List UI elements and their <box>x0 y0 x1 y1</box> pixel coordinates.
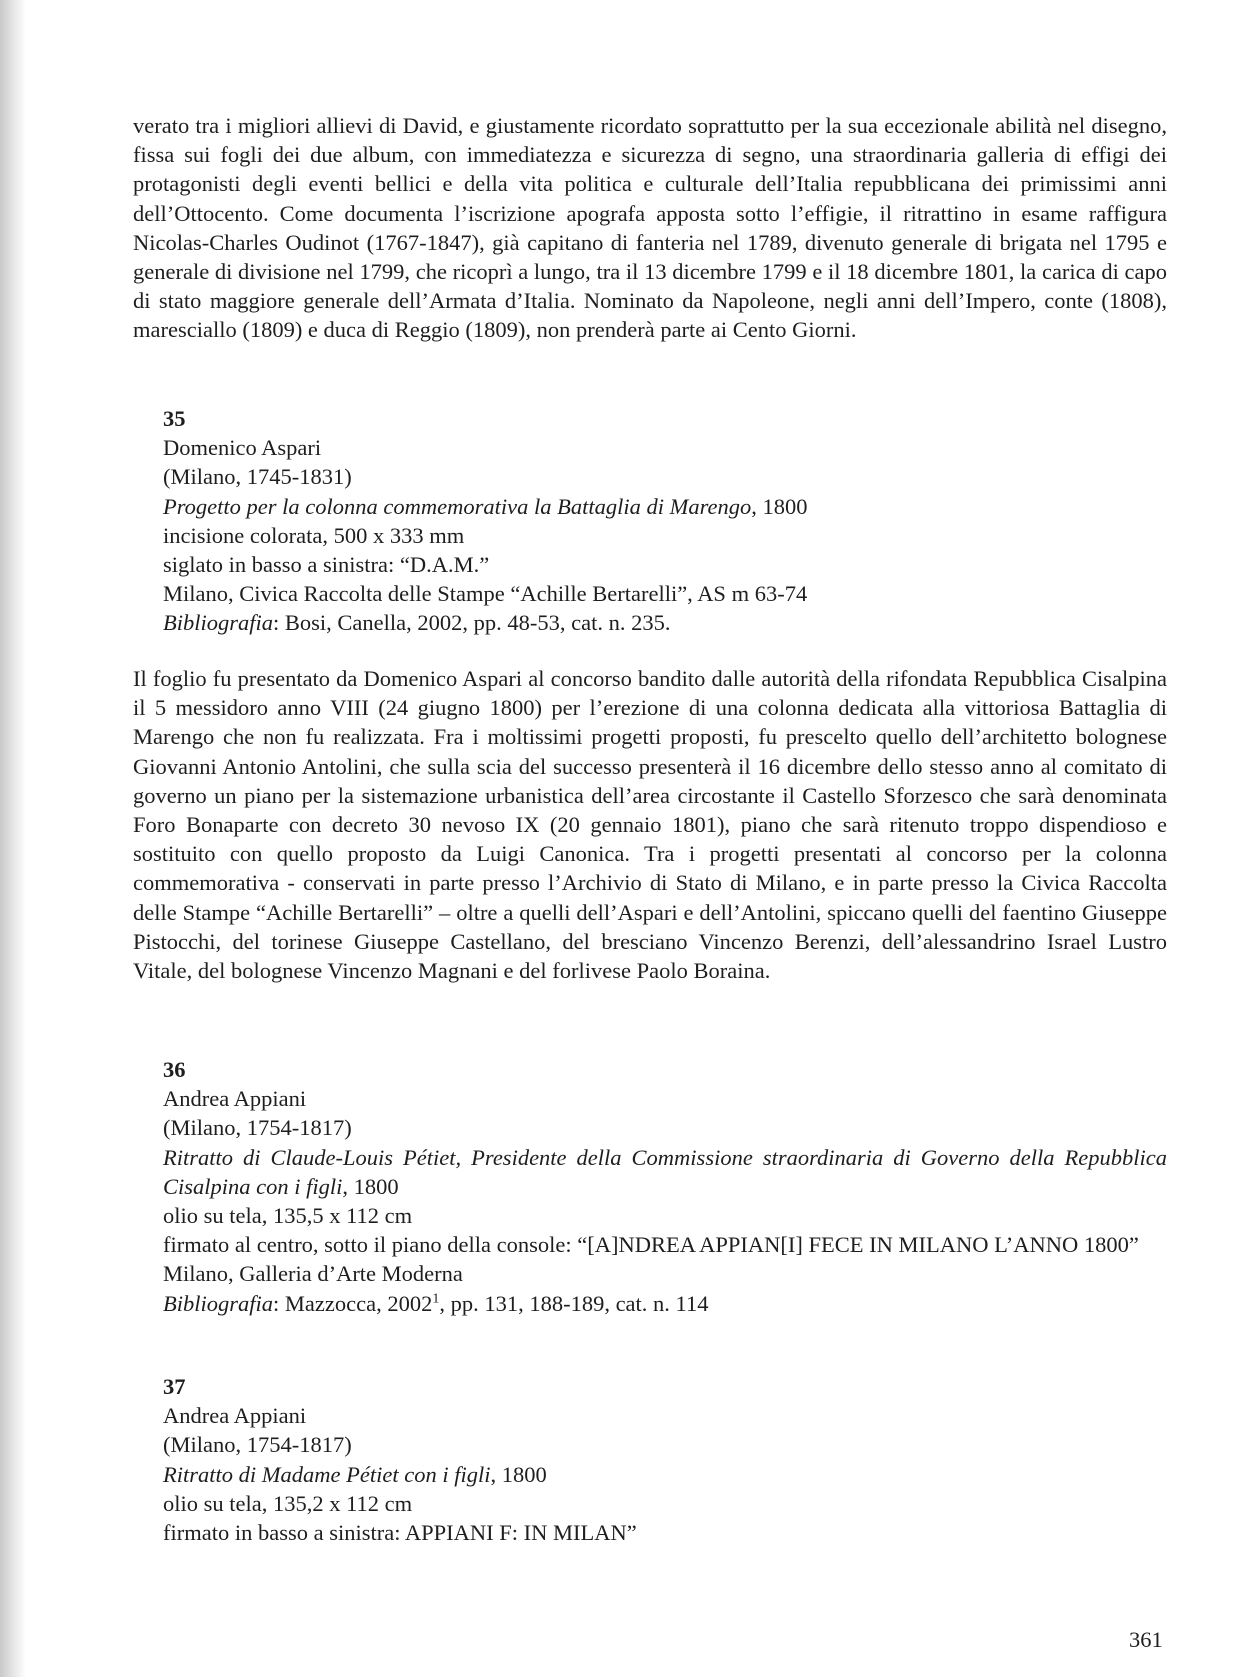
entry-number: 37 <box>163 1374 186 1399</box>
entry-year: , 1800 <box>490 1461 547 1487</box>
entry-bibliography <box>163 1289 1167 1318</box>
entry-inscription: firmato in basso a sinistra: APPIANI F: IN MILAN” <box>163 1520 637 1546</box>
entry-artist: Andrea Appiani <box>163 1403 307 1429</box>
entry-number: 36 <box>163 1057 186 1082</box>
catalog-entry-36 <box>163 1055 1167 1318</box>
entry-inscription: firmato al centro, sotto il piano della console: “[A]NDREA APPIAN[I] FECE IN MILANO L’ANNO 1800” <box>163 1232 1139 1258</box>
bibliography-text: : Mazzocca, 2002 <box>273 1290 433 1316</box>
entry-life-dates: (Milano, 1745-1831) <box>163 464 352 490</box>
bibliography-label: Bibliografia <box>163 610 274 636</box>
bibliography-text: : Bosi, Canella, 2002, pp. 48-53, cat. n. 235. <box>273 610 671 636</box>
entry-bibliography <box>163 608 1167 637</box>
entry-title: Ritratto di Madame Pétiet con i figli <box>163 1461 491 1487</box>
catalog-entry-37 <box>163 1372 1167 1547</box>
entry-artist: Domenico Aspari <box>163 435 322 461</box>
entry-title-line <box>163 492 1167 521</box>
entry-inscription: siglato in basso a sinistra: “D.A.M.” <box>163 552 490 578</box>
entry-location: Milano, Galleria d’Arte Moderna <box>163 1261 463 1287</box>
bibliography-superscript: 1 <box>432 1291 440 1307</box>
entry-number: 35 <box>163 406 186 431</box>
entry-life-dates: (Milano, 1754-1817) <box>163 1432 352 1458</box>
entry-medium: olio su tela, 135,2 x 112 cm <box>163 1490 413 1516</box>
page-gutter-shadow <box>0 0 26 1677</box>
entry-year: , 1800 <box>342 1173 399 1199</box>
entry-medium: olio su tela, 135,5 x 112 cm <box>163 1203 413 1229</box>
bibliography-pages: , pp. 131, 188-189, cat. n. 114 <box>439 1290 709 1316</box>
entry-artist: Andrea Appiani <box>163 1086 307 1112</box>
entry-title: Ritratto di Claude-Louis Pétiet, Presidente della Commissione straordinaria di Governo della Repubblica Cisalpina con i figli <box>163 1144 1167 1199</box>
entry-location: Milano, Civica Raccolta delle Stampe “Achille Bertarelli”, AS m 63-74 <box>163 581 808 607</box>
entry-life-dates: (Milano, 1754-1817) <box>163 1115 352 1141</box>
aspari-commentary-paragraph: Il foglio fu presentato da Domenico Aspari al concorso bandito dalle autorità della rifondata Repubblica Cisalpina il 5 messidoro anno VIII (24 giugno 1800) per l’erezione di una colonna dedicata alla vittoriosa Battaglia di Marengo che non fu realizzata. Fra i moltissimi progetti proposti, fu prescelto quello dell’architetto bolognese Giovanni Antonio Antolini, che sulla scia del successo presenterà il 16 dicembre dello stesso anno al comitato di governo un piano per la sistemazione urbanistica dell’area circostante il Castello Sforzesco che sarà denominata Foro Bonaparte con decreto 30 nevoso IX (20 gennaio 1801), piano che sarà ritenuto troppo dispendioso e sostituito con quello proposto da Luigi Canonica. Tra i progetti presentati al concorso per la colonna commemorativa - conservati in parte presso l’Archivio di Stato di Milano, e in parte presso la Civica Raccolta delle Stampe “Achille Bertarelli” – oltre a quelli dell’Aspari e dell’Antolini, spiccano quelli del faentino Giuseppe Pistocchi, del torinese Giuseppe Castellano, del bresciano Vincenzo Berenzi, dell’alessandrino Israel Lustro Vitale, del bolognese Vincenzo Magnani e del forlivese Paolo Boraina. <box>133 666 1167 984</box>
bibliography-label: Bibliografia <box>163 1290 274 1316</box>
entry-title-line <box>163 1143 1167 1201</box>
page-number: 361 <box>1129 1627 1163 1652</box>
entry-title: Progetto per la colonna commemorativa la Battaglia di Marengo <box>163 493 752 519</box>
entry-medium: incisione colorata, 500 x 333 mm <box>163 522 465 548</box>
entry-year: , 1800 <box>751 493 808 519</box>
intro-paragraph: verato tra i migliori allievi di David, e giustamente ricordato soprattutto per la sua eccezionale abilità nel disegno, fissa sui fogli dei due album, con immediatezza e sicurezza di segno, una straordinaria galleria di effigi dei protagonisti degli eventi bellici e della vita politica e culturale dell’Italia repubblicana dei primissimi anni dell’Ottocento. Come documenta l’iscrizione apografa apposta sotto l’effigie, il ritrattino in esame raffigura Nicolas-Charles Oudinot (1767-1847), già capitano di fanteria nel 1789, divenuto generale di brigata nel 1795 e generale di divisione nel 1799, che ricoprì a lungo, tra il 13 dicembre 1799 e il 18 dicembre 1801, la carica di capo di stato maggiore generale dell’Armata d’Italia. Nominato da Napoleone, negli anni dell’Impero, conte (1808), maresciallo (1809) e duca di Reggio (1809), non prenderà parte ai Cento Giorni. <box>133 113 1167 343</box>
entry-title-line <box>163 1460 1167 1489</box>
catalog-entry-35 <box>163 404 1167 638</box>
